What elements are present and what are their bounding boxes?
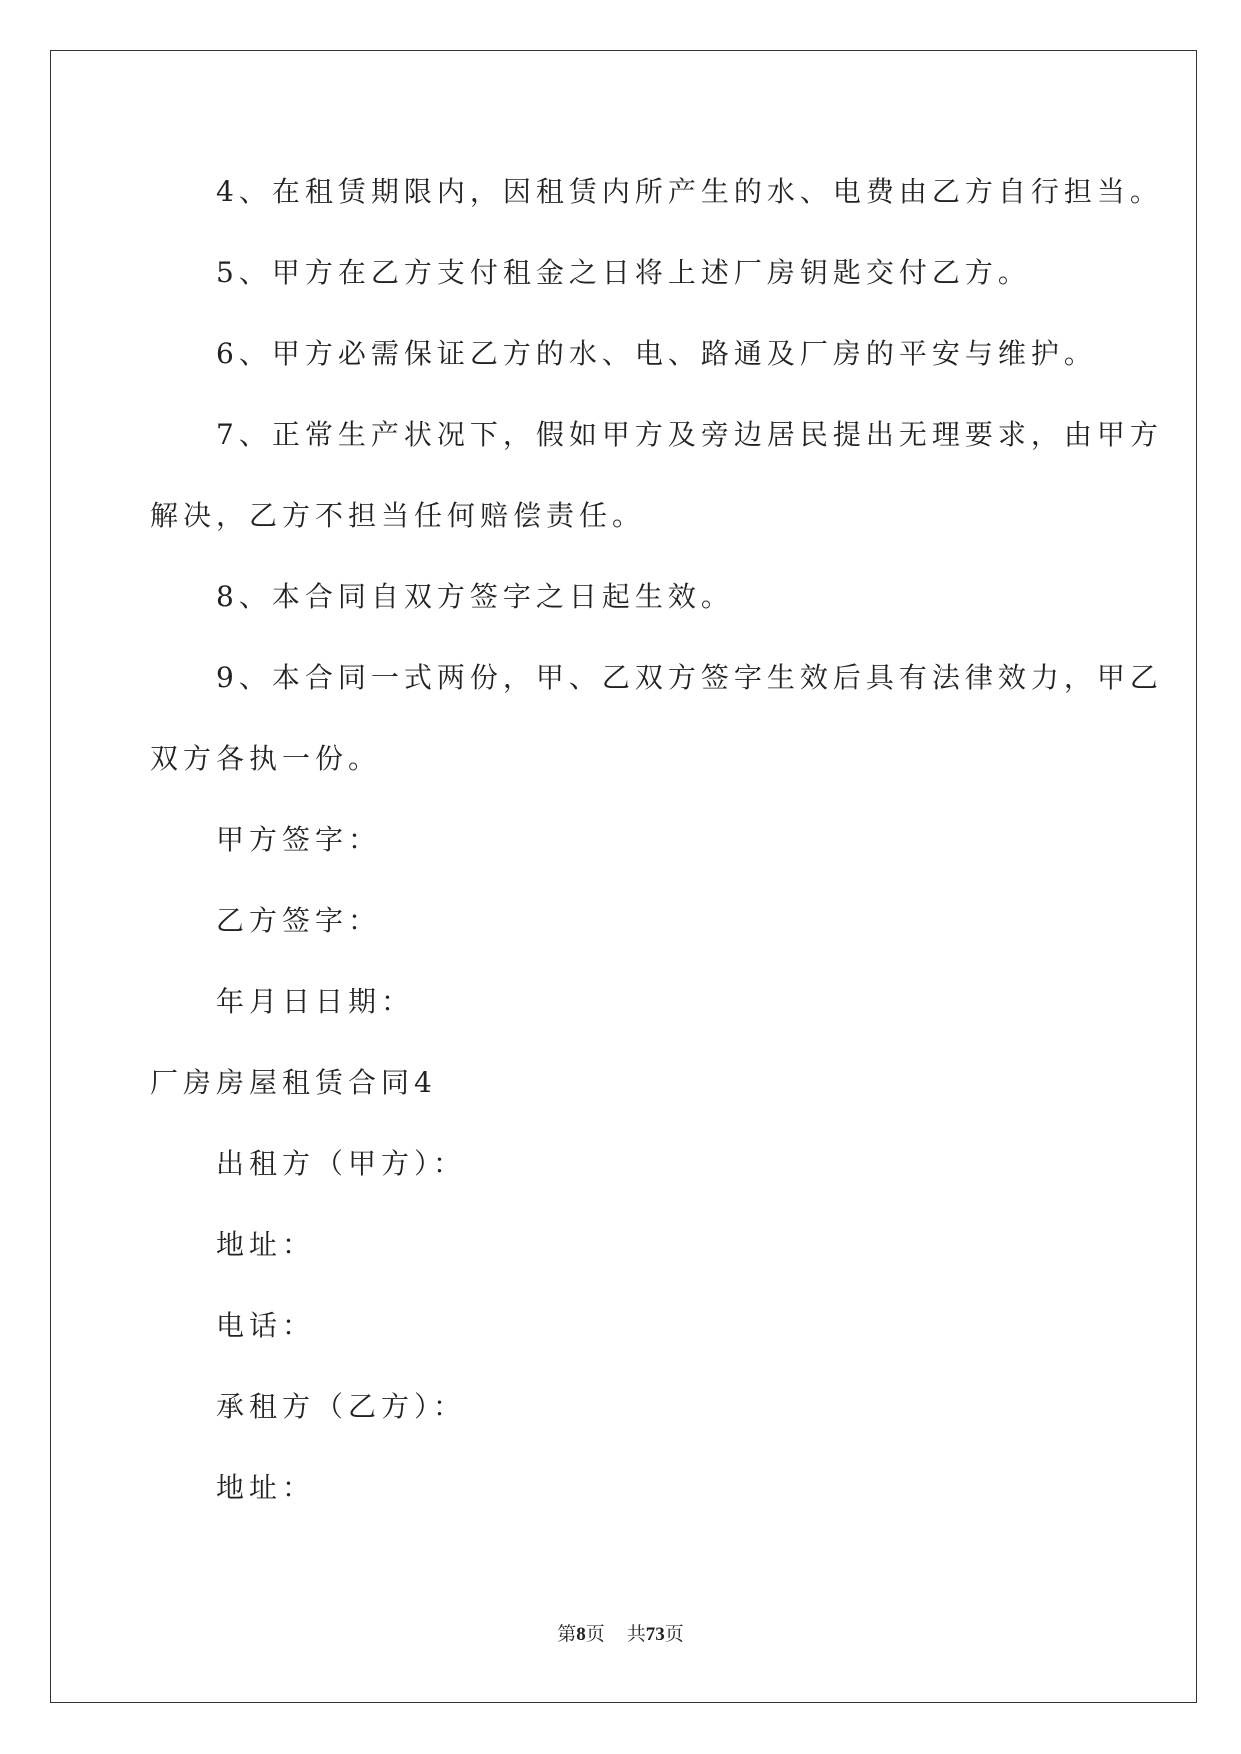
clause-5: 5、甲方在乙方支付租金之日将上述厂房钥匙交付乙方。 [216, 256, 1031, 289]
clause-8: 8、本合同自双方签字之日起生效。 [216, 580, 734, 613]
clause-6: 6、甲方必需保证乙方的水、电、路通及厂房的平安与维护。 [216, 337, 1097, 370]
page-footer [0, 1621, 1241, 1648]
footer-prefix: 第 [557, 1623, 577, 1645]
lessee-field: 承租方（乙方）： [216, 1390, 467, 1423]
footer-total-prefix: 共 [626, 1623, 646, 1645]
clause-9-line-1: 9、本合同一式两份，甲、乙双方签字生效后具有法律效力，甲乙 [216, 661, 1163, 694]
section-title: 厂房房屋租赁合同4 [150, 1066, 437, 1099]
current-page-number: 8 [576, 1624, 586, 1645]
lessor-address-field: 地址： [216, 1228, 316, 1261]
clause-9-line-2: 双方各执一份。 [150, 742, 382, 775]
clause-4: 4、在租赁期限内，因租赁内所产生的水、电费由乙方自行担当。 [216, 175, 1163, 208]
date-line: 年月日日期： [216, 985, 415, 1018]
lessor-phone-field: 电话： [216, 1309, 316, 1342]
footer-total-suffix: 页 [664, 1623, 684, 1645]
clause-7-line-2: 解决，乙方不担当任何赔偿责任。 [150, 499, 646, 532]
party-a-signature: 甲方签字： [216, 823, 382, 856]
lessee-address-field: 地址： [216, 1471, 316, 1504]
lessor-field: 出租方（甲方）： [216, 1147, 467, 1180]
total-page-count: 73 [645, 1624, 665, 1645]
page-border [50, 50, 1197, 1703]
footer-page-suffix: 页 [585, 1623, 605, 1645]
party-b-signature: 乙方签字： [216, 904, 382, 937]
clause-7-line-1: 7、正常生产状况下，假如甲方及旁边居民提出无理要求，由甲方 [216, 418, 1163, 451]
